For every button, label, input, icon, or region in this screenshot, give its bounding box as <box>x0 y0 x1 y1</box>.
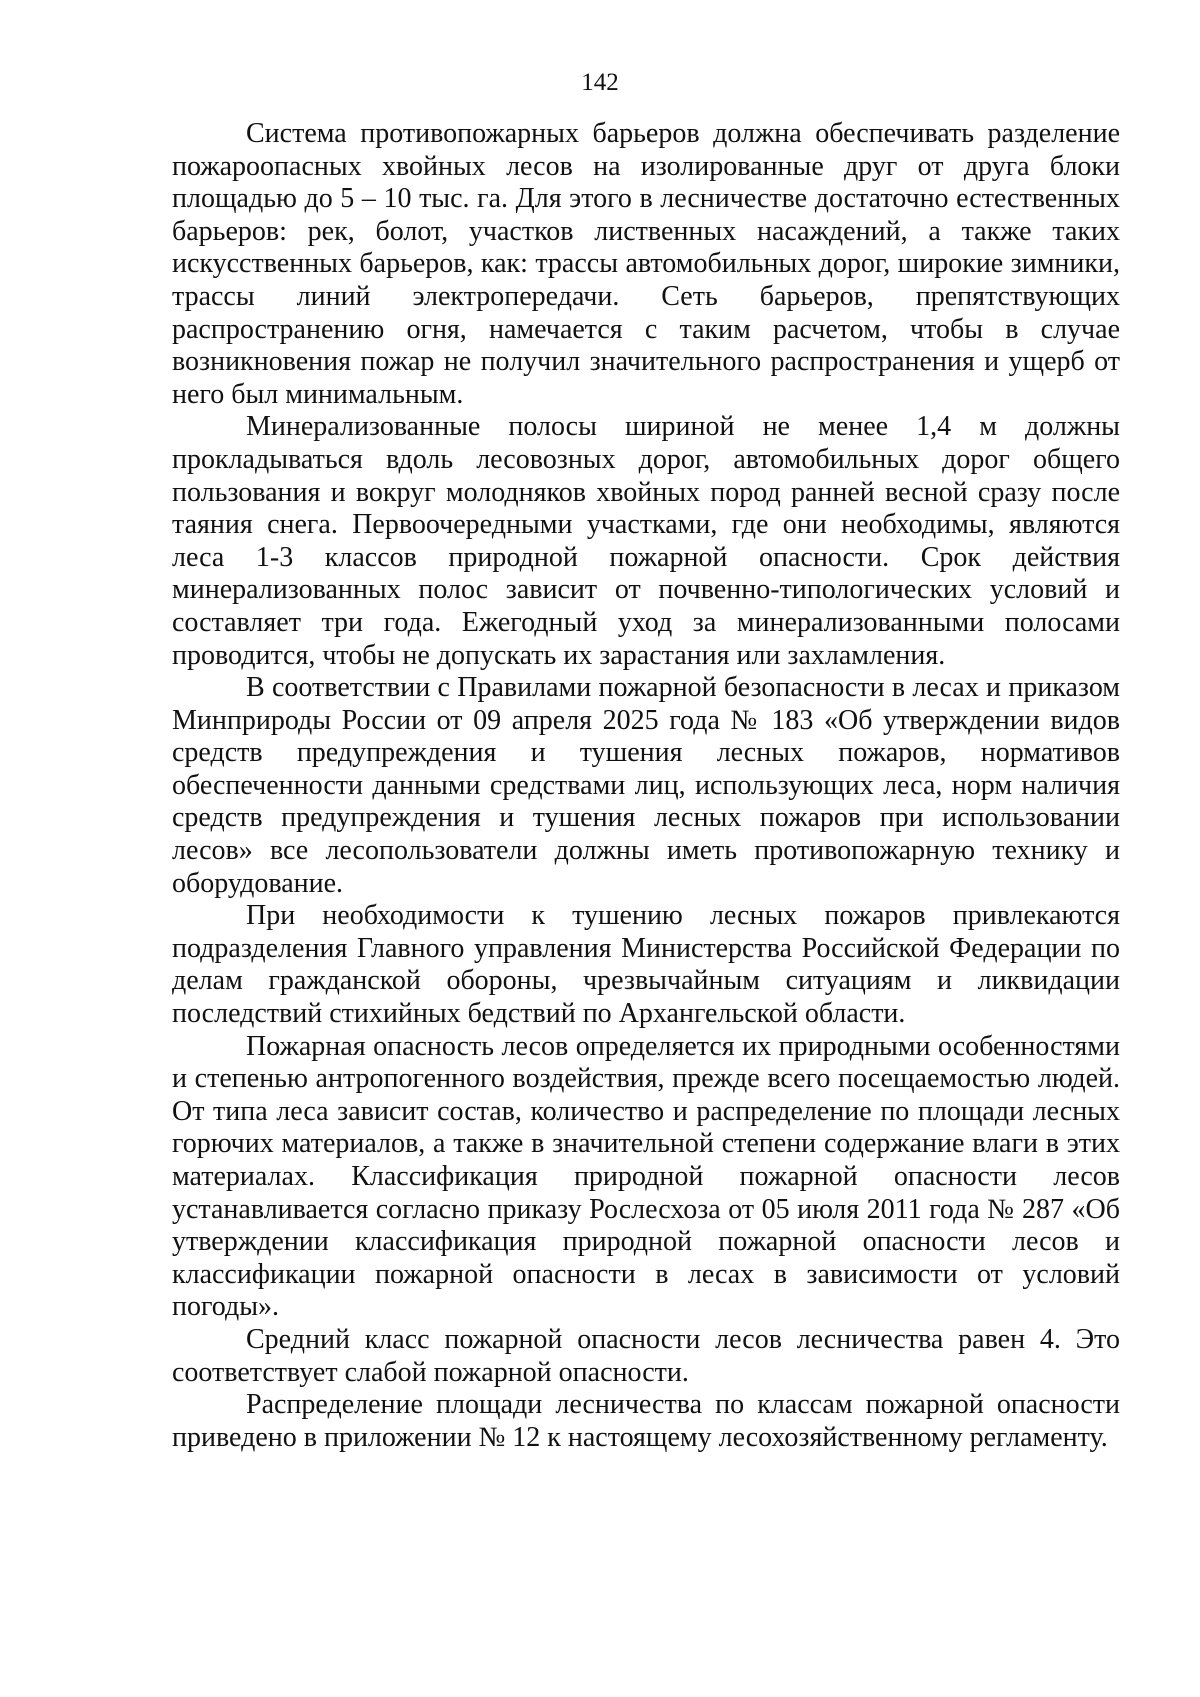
page-number: 142 <box>581 69 619 96</box>
paragraph-mineralized-strips: Минерализованные полосы шириной не менее 1,4 м должны прокладываться вдоль лесовозных дорог, автомобильных дорог общего пользования и вокруг молодняков хвойных пород ранней весной сразу после таяния снега. Первоочередными участками, где они необходимы, являются леса 1-3 классов природной пожарной опасности. Срок действия минерализованных полос зависит от почвенно-типологических условий и составляет три года. Ежегодный уход за минерализованными полосами проводится, чтобы не допускать их зарастания или захламления. <box>172 411 1120 671</box>
document-body <box>172 118 1120 1454</box>
paragraph-appendix-reference: Распределение площади лесничества по классам пожарной опасности приведено в приложении № 12 к настоящему лесохозяйственному регламенту. <box>172 1389 1120 1453</box>
paragraph-fire-danger-classification: Пожарная опасность лесов определяется их природными особенностями и степенью антропогенного воздействия, прежде всего посещаемостью людей. От типа леса зависит состав, количество и распределение по площади лесных горючих материалов, а также в значительной степени содержание влаги в этих материалах. Классификация природной пожарной опасности лесов устанавливается согласно приказу Рослесхоза от 05 июля 2011 года № 287 «Об утверждении классификация природной пожарной опасности лесов и классификации пожарной опасности в лесах в зависимости от условий погоды». <box>172 1030 1120 1323</box>
paragraph-fire-safety-rules: В соответствии с Правилами пожарной безопасности в лесах и приказом Минприроды России от 09 апреля 2025 года № 183 «Об утверждении видов средств предупреждения и тушения лесных пожаров, нормативов обеспеченности данными средствами лиц, использующих леса, норм наличия средств предупреждения и тушения лесных пожаров при использовании лесов» все лесопользователи должны иметь противопожарную технику и оборудование. <box>172 672 1120 899</box>
paragraph-emergency-ministry: При необходимости к тушению лесных пожаров привлекаются подразделения Главного управления Министерства Российской Федерации по делам гражданской обороны, чрезвычайным ситуациям и ликвидации последствий стихийных бедствий по Архангельской области. <box>172 900 1120 1030</box>
paragraph-average-fire-class: Средний класс пожарной опасности лесов лесничества равен 4. Это соответствует слабой пожарной опасности. <box>172 1323 1120 1388</box>
paragraph-fire-barriers: Система противопожарных барьеров должна обеспечивать разделение пожароопасных хвойных лесов на изолированные друг от друга блоки площадью до 5 – 10 тыс. га. Для этого в лесничестве достаточно естественных барьеров: рек, болот, участков лиственных насаждений, а также таких искусственных барьеров, как: трассы автомобильных дорог, широкие зимники, трассы линий электропередачи. Сеть барьеров, препятствующих распространению огня, намечается с таким расчетом, чтобы в случае возникновения пожар не получил значительного распространения и ущерб от него был минимальным. <box>172 118 1120 410</box>
